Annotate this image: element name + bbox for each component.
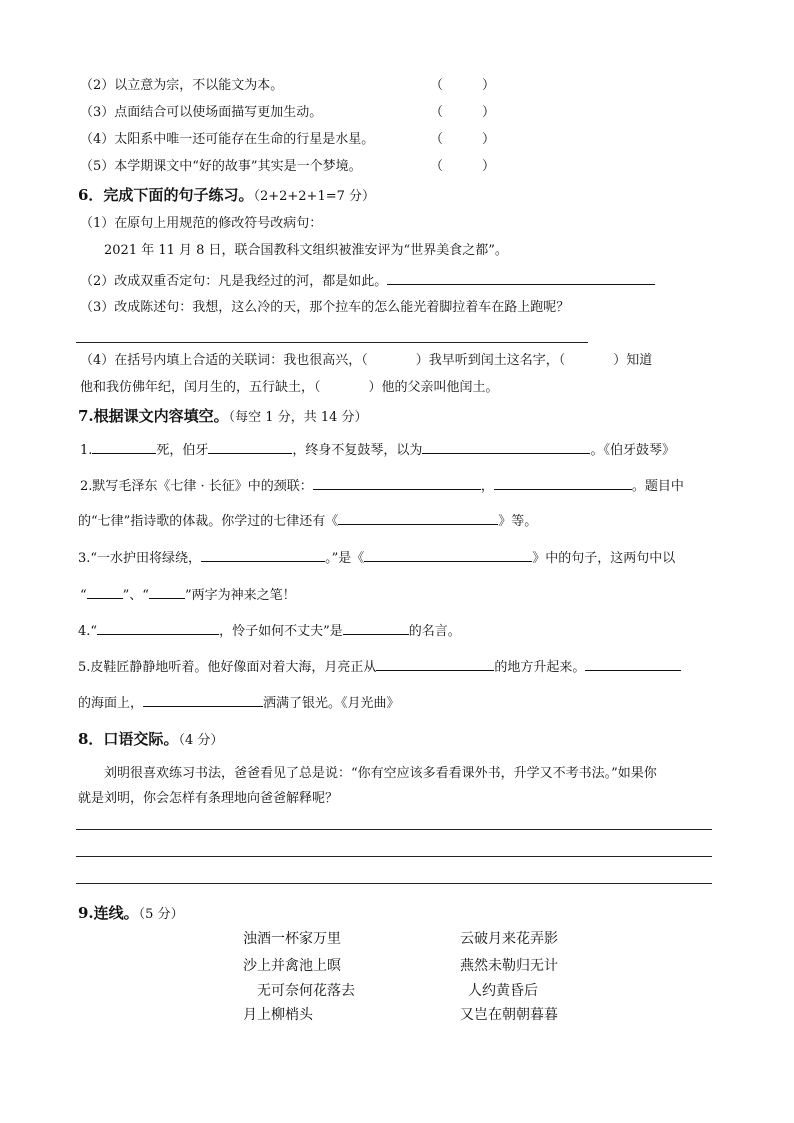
q6-part4-line1: （4）在括号内填上合适的关联词：我也很高兴，（ ）我早听到闰土这名字，（ ）知道 xyxy=(80,353,653,368)
answer-blank[interactable] xyxy=(143,692,263,707)
judge-item-3: （3）点面结合可以使场面描写更加生动。 xyxy=(80,105,323,120)
q6-heading: 6．完成下面的句子练习。（2+2+2+1=7 分） xyxy=(78,186,376,204)
answer-line[interactable] xyxy=(76,883,712,884)
answer-line[interactable] xyxy=(76,342,588,343)
q7-line6: 4.“ ，怜子如何不丈夫”是 的名言。 xyxy=(78,620,461,641)
q7-heading: 7.根据课文内容填空。（每空 1 分，共 14 分） xyxy=(78,407,368,425)
answer-blank[interactable] xyxy=(364,547,532,562)
match-left-item[interactable]: 无可奈何花落去 xyxy=(257,983,355,999)
answer-blank[interactable] xyxy=(422,439,590,454)
q9-heading: 9.连线。（5 分） xyxy=(78,904,184,922)
q7-line2: 2.默写毛泽东《七律 · 长征》中的颈联： ， 。题目中 xyxy=(80,475,684,496)
q8-heading: 8．口语交际。（4 分） xyxy=(78,730,224,748)
match-right-item[interactable]: 云破月来花弄影 xyxy=(460,931,558,947)
q7-line7: 5.皮鞋匠静静地听着。他好像面对着大海，月亮正从 的地方升起来。 xyxy=(78,656,681,677)
match-left-item[interactable]: 月上柳梢头 xyxy=(243,1007,313,1023)
answer-blank[interactable] xyxy=(313,475,481,490)
q7-line3: 的“七律”指诗歌的体裁。你学过的七律还有《 》等。 xyxy=(78,510,537,531)
q7-line8: 的海面上， 洒满了银光。《月光曲》 xyxy=(78,692,400,713)
answer-blank[interactable] xyxy=(387,270,655,285)
judge-item-5: （5）本学期课文中“好的故事”其实是一个梦境。 xyxy=(80,159,362,174)
judge-answer-2[interactable]: （ ） xyxy=(430,78,496,93)
match-left-item[interactable]: 浊酒一杯家万里 xyxy=(243,931,341,947)
judge-item-2: （2）以立意为宗，不以能文为本。 xyxy=(80,78,284,93)
answer-blank[interactable] xyxy=(208,439,292,454)
answer-blank[interactable] xyxy=(376,656,494,671)
judge-answer-5[interactable]: （ ） xyxy=(430,159,496,174)
q8-body-line1: 刘明很喜欢练习书法，爸爸看见了总是说：“你有空应该多看看课外书，升学又不考书法。”如果你 xyxy=(104,766,657,781)
q6-part4-line2: 他和我仿佛年纪，闰月生的，五行缺土，（ ）他的父亲叫他闰土。 xyxy=(80,380,499,395)
judge-item-4: （4）太阳系中唯一还可能存在生命的行星是水星。 xyxy=(80,132,375,147)
q8-body-line2: 就是刘明，你会怎样有条理地向爸爸解释呢？ xyxy=(78,791,339,806)
q7-line5: “ ”、“ ”两字为神来之笔！ xyxy=(80,584,296,605)
match-left-item[interactable]: 沙上并禽池上暝 xyxy=(243,958,341,974)
q6-part1-sentence[interactable]: 2021 年 11 月 8 日，联合国教科文组织被淮安评为“世界美食之都”。 xyxy=(104,243,508,258)
answer-blank[interactable] xyxy=(343,620,409,635)
q7-line4: 3.“一水护田将绿绕， 。”是《 》中的句子，这两句中以 xyxy=(78,547,675,568)
answer-blank[interactable] xyxy=(201,547,325,562)
q6-part1: （1）在原句上用规范的修改符号改病句： xyxy=(80,216,323,231)
answer-line[interactable] xyxy=(76,829,712,830)
q6-part2: （2）改成双重否定句：凡是我经过的河，都是如此。 xyxy=(80,270,655,291)
answer-blank[interactable] xyxy=(92,439,156,454)
answer-blank[interactable] xyxy=(494,475,632,490)
q7-line1: 1. 死，伯牙 ，终身不复鼓琴，以为 。《伯牙鼓琴》 xyxy=(80,439,675,460)
match-right-item[interactable]: 又岂在朝朝暮暮 xyxy=(460,1007,558,1023)
q6-part3: （3）改成陈述句：我想，这么冷的天，那个拉车的怎么能光着脚拉着车在路上跑呢？ xyxy=(80,300,570,315)
answer-blank[interactable] xyxy=(87,584,123,599)
answer-blank[interactable] xyxy=(585,656,681,671)
answer-line[interactable] xyxy=(76,856,712,857)
answer-blank[interactable] xyxy=(149,584,185,599)
judge-answer-4[interactable]: （ ） xyxy=(430,132,496,147)
judge-answer-3[interactable]: （ ） xyxy=(430,105,496,120)
answer-blank[interactable] xyxy=(97,620,219,635)
answer-blank[interactable] xyxy=(338,510,498,525)
match-right-item[interactable]: 人约黄昏后 xyxy=(468,983,538,999)
match-right-item[interactable]: 燕然未勒归无计 xyxy=(460,958,558,974)
